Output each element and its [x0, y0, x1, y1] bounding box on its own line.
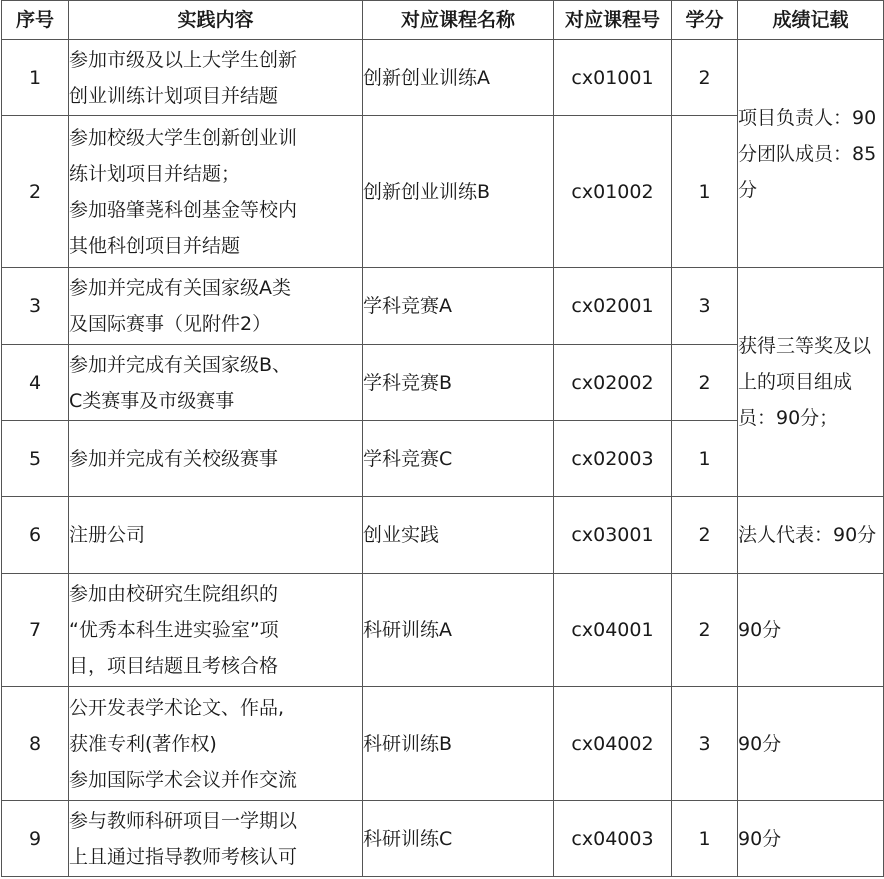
row-index: 6 — [2, 497, 69, 574]
row-content — [69, 345, 363, 421]
grade-text: 90分 — [738, 619, 782, 641]
grade-cell-innovation — [738, 40, 884, 268]
content-line: 练计划项目并结题； — [69, 162, 241, 185]
content-line: 参加国际学术会议并作交流 — [69, 768, 298, 791]
row-content — [69, 116, 363, 268]
content-line: 参加并完成有关国家级A类 — [69, 277, 291, 299]
row-credits: 1 — [672, 801, 738, 877]
row-index: 4 — [2, 345, 69, 421]
row-content — [69, 574, 363, 687]
row-course-name: 学科竞赛B — [363, 345, 554, 421]
row-content — [69, 687, 363, 801]
row-course-name: 创新创业训练A — [363, 40, 554, 116]
header-row — [2, 1, 884, 40]
table-row — [2, 687, 884, 801]
row-course-code: cx04003 — [554, 801, 672, 877]
content-line: 公开发表学术论文、作品, — [69, 696, 285, 719]
grade-cell-company — [738, 497, 884, 574]
content-line: 其他科创项目并结题 — [69, 234, 241, 257]
row-course-name: 学科竞赛C — [363, 421, 554, 497]
row-course-name: 科研训练C — [363, 801, 554, 877]
row-course-name: 科研训练B — [363, 687, 554, 801]
row-content — [69, 268, 363, 345]
row-credits: 3 — [672, 687, 738, 801]
row-credits: 1 — [672, 421, 738, 497]
row-index: 2 — [2, 116, 69, 268]
content-line: 参加并完成有关国家级B、 — [69, 353, 292, 376]
row-content — [69, 801, 363, 877]
row-content — [69, 497, 363, 574]
grade-text: 法人代表：90分 — [738, 524, 877, 546]
content-line: 获准专利(著作权) — [69, 732, 217, 755]
header-course-code: 对应课程号 — [554, 1, 672, 40]
practice-credit-table — [1, 0, 884, 877]
grade-text: 90分 — [738, 827, 782, 850]
table-row — [2, 497, 884, 574]
content-line: 参加由校研究生院组织的 — [69, 583, 279, 605]
content-line: 参加并完成有关校级赛事 — [69, 447, 279, 470]
grade-cell-competition — [738, 268, 884, 497]
row-credits: 2 — [672, 40, 738, 116]
content-line: 参加校级大学生创新创业训 — [69, 126, 298, 149]
row-content — [69, 40, 363, 116]
grade-cell-research-a — [738, 574, 884, 687]
row-content — [69, 421, 363, 497]
row-credits: 3 — [672, 268, 738, 345]
row-course-code: cx01001 — [554, 40, 672, 116]
row-course-name: 科研训练A — [363, 574, 554, 687]
header-content: 实践内容 — [69, 1, 363, 40]
grade-text: 获得三等奖及以上的项目组成员：90分； — [738, 335, 872, 429]
content-line: C类赛事及市级赛事 — [69, 389, 235, 412]
row-index: 7 — [2, 574, 69, 687]
grade-text: 90分 — [738, 732, 782, 755]
content-line: 创业训练计划项目并结题 — [69, 84, 279, 107]
row-credits: 2 — [672, 345, 738, 421]
header-credits: 学分 — [672, 1, 738, 40]
row-index: 5 — [2, 421, 69, 497]
grade-cell-research-c — [738, 801, 884, 877]
row-course-code: cx01002 — [554, 116, 672, 268]
content-line: 参加骆肇荛科创基金等校内 — [69, 198, 298, 221]
table-row — [2, 574, 884, 687]
row-course-code: cx04001 — [554, 574, 672, 687]
row-course-name: 创新创业训练B — [363, 116, 554, 268]
content-line: 上且通过指导教师考核认可 — [69, 845, 298, 868]
table-row — [2, 268, 884, 345]
row-course-code: cx03001 — [554, 497, 672, 574]
row-credits: 1 — [672, 116, 738, 268]
header-grade: 成绩记载 — [738, 1, 884, 40]
content-line: 及国际赛事（见附件2） — [69, 313, 272, 335]
content-line: 参加市级及以上大学生创新 — [69, 48, 298, 71]
row-course-code: cx04002 — [554, 687, 672, 801]
row-course-code: cx02003 — [554, 421, 672, 497]
table-row — [2, 40, 884, 116]
content-line: 目，项目结题且考核合格 — [69, 655, 279, 677]
header-course-name: 对应课程名称 — [363, 1, 554, 40]
row-index: 8 — [2, 687, 69, 801]
row-credits: 2 — [672, 497, 738, 574]
row-index: 3 — [2, 268, 69, 345]
grade-text: 项目负责人：90分团队成员：85分 — [738, 106, 877, 201]
content-line: 注册公司 — [69, 524, 146, 546]
content-line: “优秀本科生进实验室”项 — [69, 619, 279, 641]
content-line: 参与教师科研项目一学期以 — [69, 809, 298, 832]
row-credits: 2 — [672, 574, 738, 687]
grade-cell-research-b — [738, 687, 884, 801]
header-index: 序号 — [2, 1, 69, 40]
table-row — [2, 801, 884, 877]
row-course-code: cx02002 — [554, 345, 672, 421]
row-course-code: cx02001 — [554, 268, 672, 345]
row-course-name: 创业实践 — [363, 497, 554, 574]
row-index: 9 — [2, 801, 69, 877]
row-index: 1 — [2, 40, 69, 116]
row-course-name: 学科竞赛A — [363, 268, 554, 345]
